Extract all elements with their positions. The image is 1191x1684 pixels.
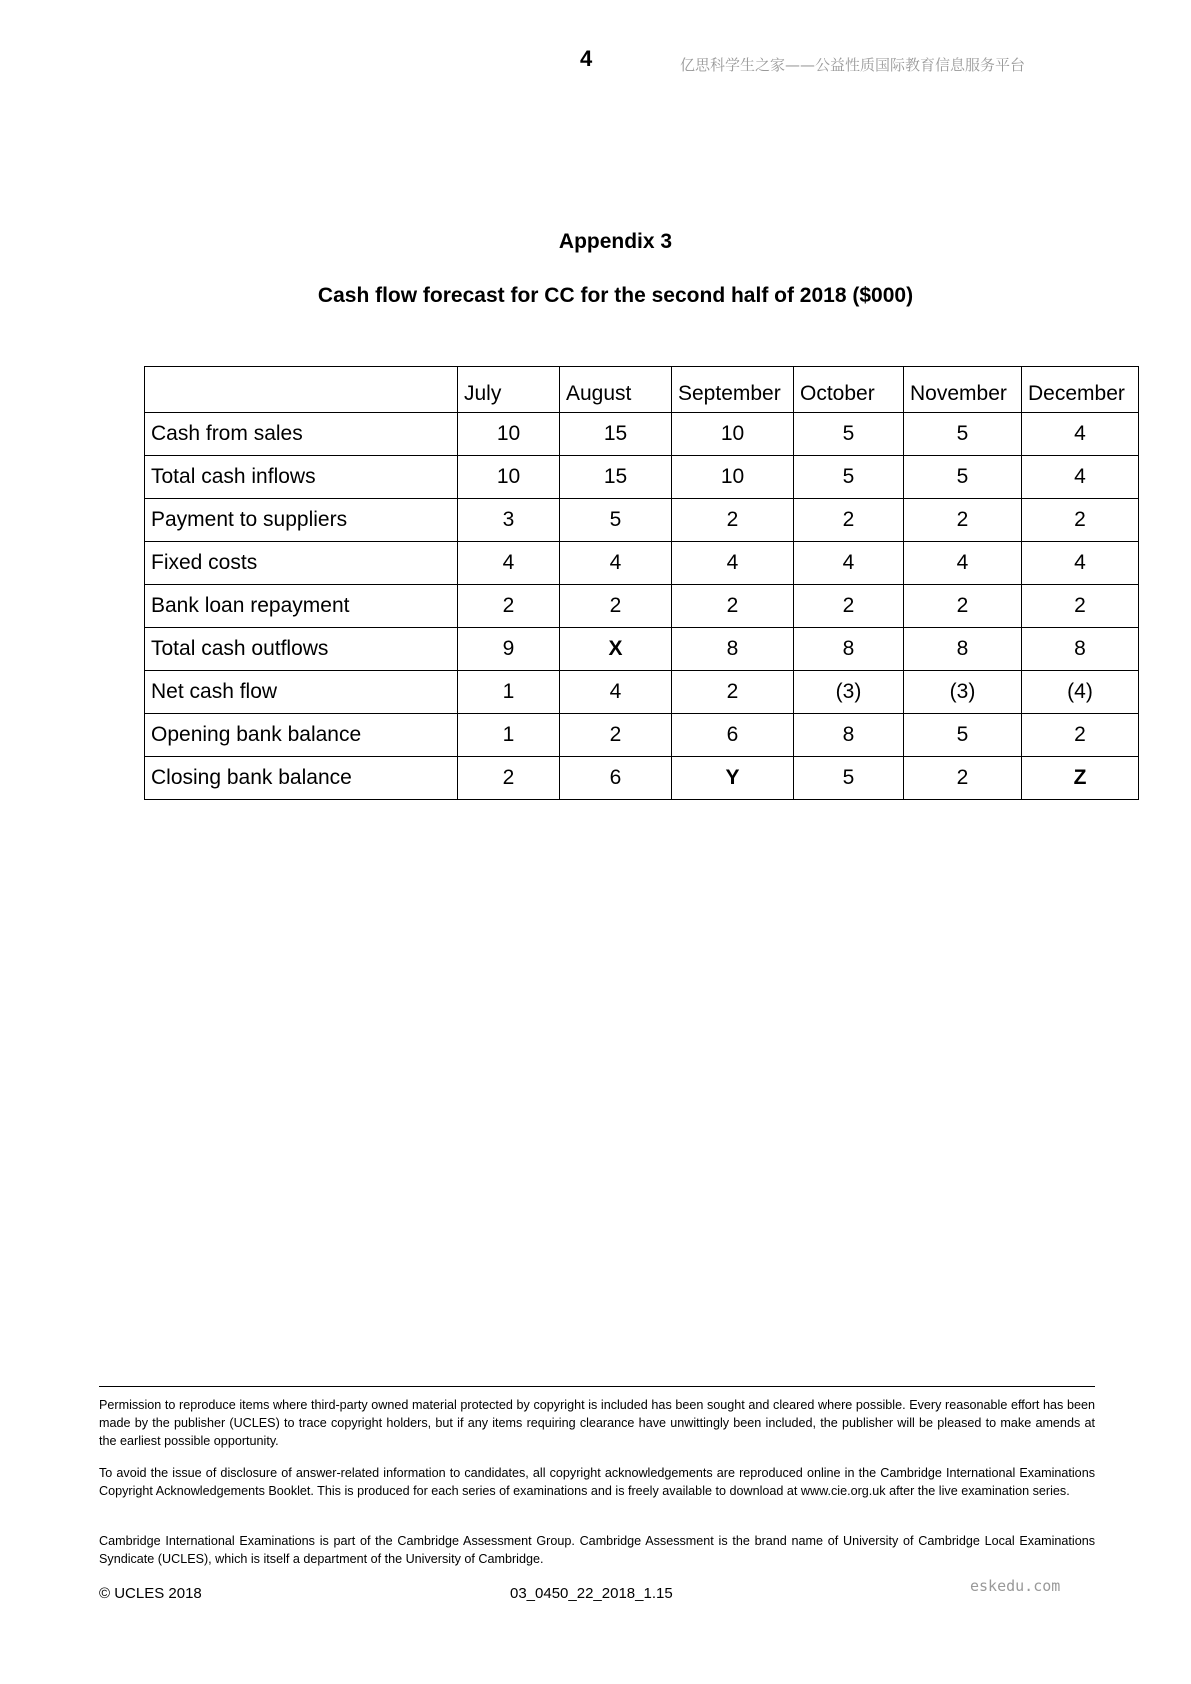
table-cell: 4	[1022, 413, 1139, 456]
table-row	[145, 456, 1139, 499]
column-header-november: November	[904, 367, 1022, 413]
table-cell: (3)	[794, 671, 904, 714]
table-cell: (4)	[1022, 671, 1139, 714]
table-row	[145, 628, 1139, 671]
table-cell: 5	[904, 714, 1022, 757]
footer-divider	[99, 1386, 1095, 1387]
table-header-row	[145, 367, 1139, 413]
table-cell: 4	[672, 542, 794, 585]
table-row	[145, 757, 1139, 800]
column-header-october: October	[794, 367, 904, 413]
column-header-september: September	[672, 367, 794, 413]
table-cell: 15	[560, 413, 672, 456]
table-cell: 4	[1022, 456, 1139, 499]
table-cell: 5	[794, 757, 904, 800]
table-row	[145, 542, 1139, 585]
table-cell: 2	[560, 714, 672, 757]
table-cell: 2	[904, 757, 1022, 800]
table-cell: 4	[794, 542, 904, 585]
table-cell: 10	[672, 413, 794, 456]
table-cell: 4	[560, 542, 672, 585]
table-cell: 15	[560, 456, 672, 499]
unknown-value-z: Z	[1022, 757, 1139, 800]
table-cell: 4	[560, 671, 672, 714]
table-cell: 1	[458, 671, 560, 714]
table-cell: 2	[1022, 714, 1139, 757]
table-cell: 5	[794, 413, 904, 456]
table-row	[145, 413, 1139, 456]
table-cell: 2	[458, 585, 560, 628]
cash-flow-table	[144, 366, 1139, 800]
footer-acknowledgements-text: To avoid the issue of disclosure of answer-related information to candidates, all copyright acknowledgements are reproduced online in the Cambridge International Examinations Copyright Acknowledgements Booklet. This is produced for each series of examinations and is freely available to download at www.cie.org.uk after the live examination series.	[99, 1466, 1095, 1498]
row-label: Opening bank balance	[145, 714, 458, 757]
table-cell: 2	[1022, 499, 1139, 542]
row-label: Payment to suppliers	[145, 499, 458, 542]
table-row	[145, 499, 1139, 542]
table-cell: 8	[794, 714, 904, 757]
row-label: Net cash flow	[145, 671, 458, 714]
footer-cambridge-text: Cambridge International Examinations is part of the Cambridge Assessment Group. Cambridge Assessment is the brand name of University of Cambridge Local Examinations Syndicate (UCLES), which is itself a department of the University of Cambridge.	[99, 1534, 1095, 1566]
table-cell: 4	[1022, 542, 1139, 585]
table-cell: 5	[560, 499, 672, 542]
table-cell: 10	[672, 456, 794, 499]
column-header-december: December	[1022, 367, 1139, 413]
table-cell: 1	[458, 714, 560, 757]
table-cell: 2	[904, 585, 1022, 628]
footer-document-code: 03_0450_22_2018_1.15	[510, 1585, 673, 1602]
table-title: Cash flow forecast for CC for the second half of 2018 ($000)	[317, 284, 914, 307]
table-cell: 6	[560, 757, 672, 800]
table-cell: (3)	[904, 671, 1022, 714]
table-cell: 2	[672, 499, 794, 542]
table-cell: 3	[458, 499, 560, 542]
unknown-value-y: Y	[672, 757, 794, 800]
table-row	[145, 714, 1139, 757]
table-cell: 8	[672, 628, 794, 671]
table-cell: 2	[794, 585, 904, 628]
table-cell: 4	[904, 542, 1022, 585]
table-cell: 9	[458, 628, 560, 671]
column-header-blank	[145, 367, 458, 413]
table-cell: 10	[458, 456, 560, 499]
header-watermark: 亿思科学生之家——公益性质国际教育信息服务平台	[680, 56, 1026, 74]
table-cell: 2	[458, 757, 560, 800]
table-row	[145, 585, 1139, 628]
table-cell: 2	[904, 499, 1022, 542]
footer-watermark: eskedu.com	[970, 1577, 1061, 1595]
table-cell: 2	[672, 671, 794, 714]
table-cell: 2	[560, 585, 672, 628]
row-label: Total cash inflows	[145, 456, 458, 499]
row-label: Bank loan repayment	[145, 585, 458, 628]
table-cell: 10	[458, 413, 560, 456]
row-label: Total cash outflows	[145, 628, 458, 671]
row-label: Closing bank balance	[145, 757, 458, 800]
table-cell: 8	[1022, 628, 1139, 671]
table-cell: 5	[904, 456, 1022, 499]
table-row	[145, 671, 1139, 714]
page-number: 4	[580, 46, 593, 71]
table-cell: 4	[458, 542, 560, 585]
footer-permission-text: Permission to reproduce items where third-party owned material protected by copyright is included has been sought and cleared where possible. Every reasonable effort has been made by the publisher (UCLES) to trace copyright holders, but if any items requiring clearance have unwittingly been included, the publisher will be pleased to make amends at the earliest possible opportunity.	[99, 1398, 1095, 1448]
table-cell: 5	[904, 413, 1022, 456]
row-label: Cash from sales	[145, 413, 458, 456]
table-cell: 6	[672, 714, 794, 757]
column-header-july: July	[458, 367, 560, 413]
row-label: Fixed costs	[145, 542, 458, 585]
table-cell: 5	[794, 456, 904, 499]
table-cell: 2	[1022, 585, 1139, 628]
table-cell: 2	[672, 585, 794, 628]
table-cell: 2	[794, 499, 904, 542]
appendix-title: Appendix 3	[558, 230, 673, 253]
table-cell: 8	[904, 628, 1022, 671]
footer-copyright: © UCLES 2018	[99, 1585, 202, 1602]
column-header-august: August	[560, 367, 672, 413]
unknown-value-x: X	[560, 628, 672, 671]
table-cell: 8	[794, 628, 904, 671]
